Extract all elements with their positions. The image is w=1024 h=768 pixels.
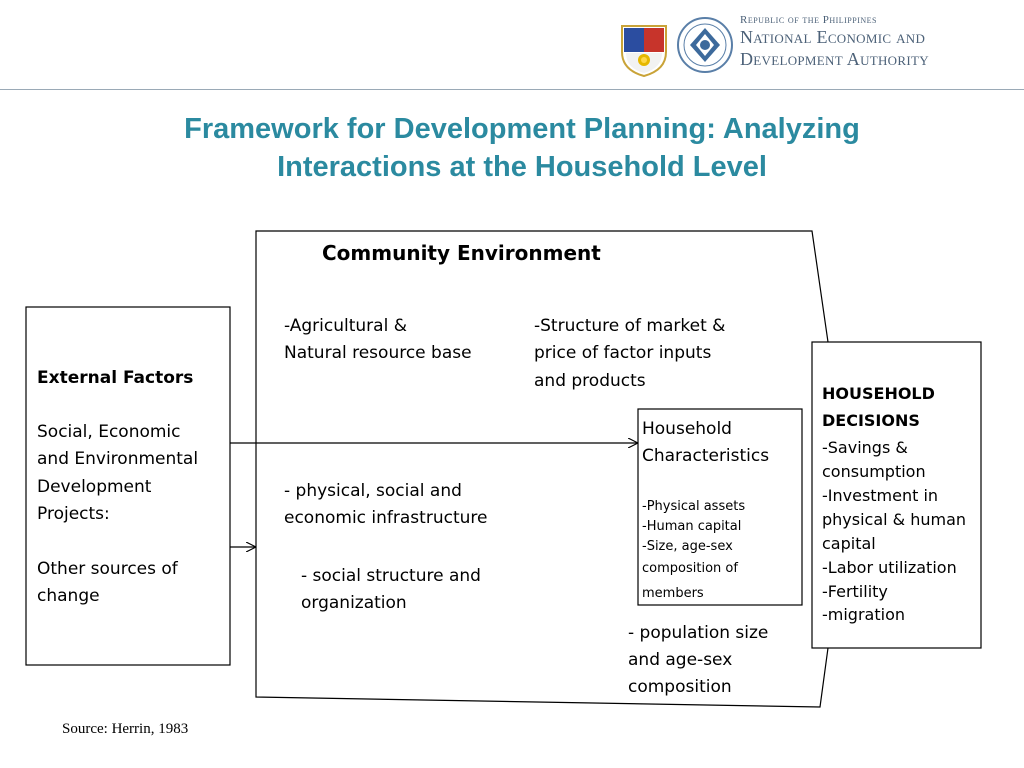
source-citation: Source: Herrin, 1983 [62,721,189,737]
external-factors-line: Development [37,477,152,497]
household-decisions-item: consumption [822,462,926,481]
population-line: - population size [628,623,769,643]
org-line1: Republic of the Philippines [740,14,877,26]
household-decisions-item: -migration [822,605,905,624]
external-factors-heading: External Factors [37,368,194,388]
household-decisions-item: capital [822,534,876,553]
social-structure-line: organization [301,593,407,613]
population-line: composition [628,677,732,697]
household-characteristics-item: -Size, age-sex [642,539,733,554]
household-characteristics-heading: Characteristics [642,446,770,466]
household-characteristics-item: composition of [642,561,738,576]
household-decisions-item: -Labor utilization [822,558,957,577]
population-line: and age-sex [628,650,733,670]
infrastructure-line: - physical, social and [284,481,462,501]
household-characteristics-item: -Physical assets [642,499,746,514]
external-factors-line: and Environmental [37,449,199,469]
external-factors-line: Projects: [37,504,110,524]
agri-resource-line: Natural resource base [284,343,472,363]
org-line3: Development Authority [740,49,929,69]
household-characteristics-item: -Human capital [642,519,742,534]
household-decisions-item: -Savings & [822,438,908,457]
external-factors-line: Other sources of [37,559,178,579]
household-decisions-item: -Investment in [822,486,939,505]
infrastructure-line: economic infrastructure [284,508,488,528]
agri-resource-line: -Agricultural & [284,316,407,336]
title-line2: Interactions at the Household Level [277,151,767,183]
household-decisions-heading: HOUSEHOLD [822,384,935,403]
external-factors-line: Social, Economic [37,422,181,442]
household-decisions-item: -Fertility [822,582,888,601]
household-decisions-item: physical & human [822,510,967,529]
title-line1: Framework for Development Planning: Analyzing [184,113,860,145]
external-factors-line: change [37,586,100,606]
household-decisions-heading: DECISIONS [822,411,920,430]
market-structure-line: -Structure of market & [534,316,726,336]
org-line2: National Economic and [740,27,926,47]
social-structure-line: - social structure and [301,566,481,586]
household-characteristics-item: members [642,586,704,601]
market-structure-line: price of factor inputs [534,343,712,363]
community-environment-heading: Community Environment [322,241,601,265]
market-structure-line: and products [534,371,646,391]
household-characteristics-heading: Household [642,419,732,439]
